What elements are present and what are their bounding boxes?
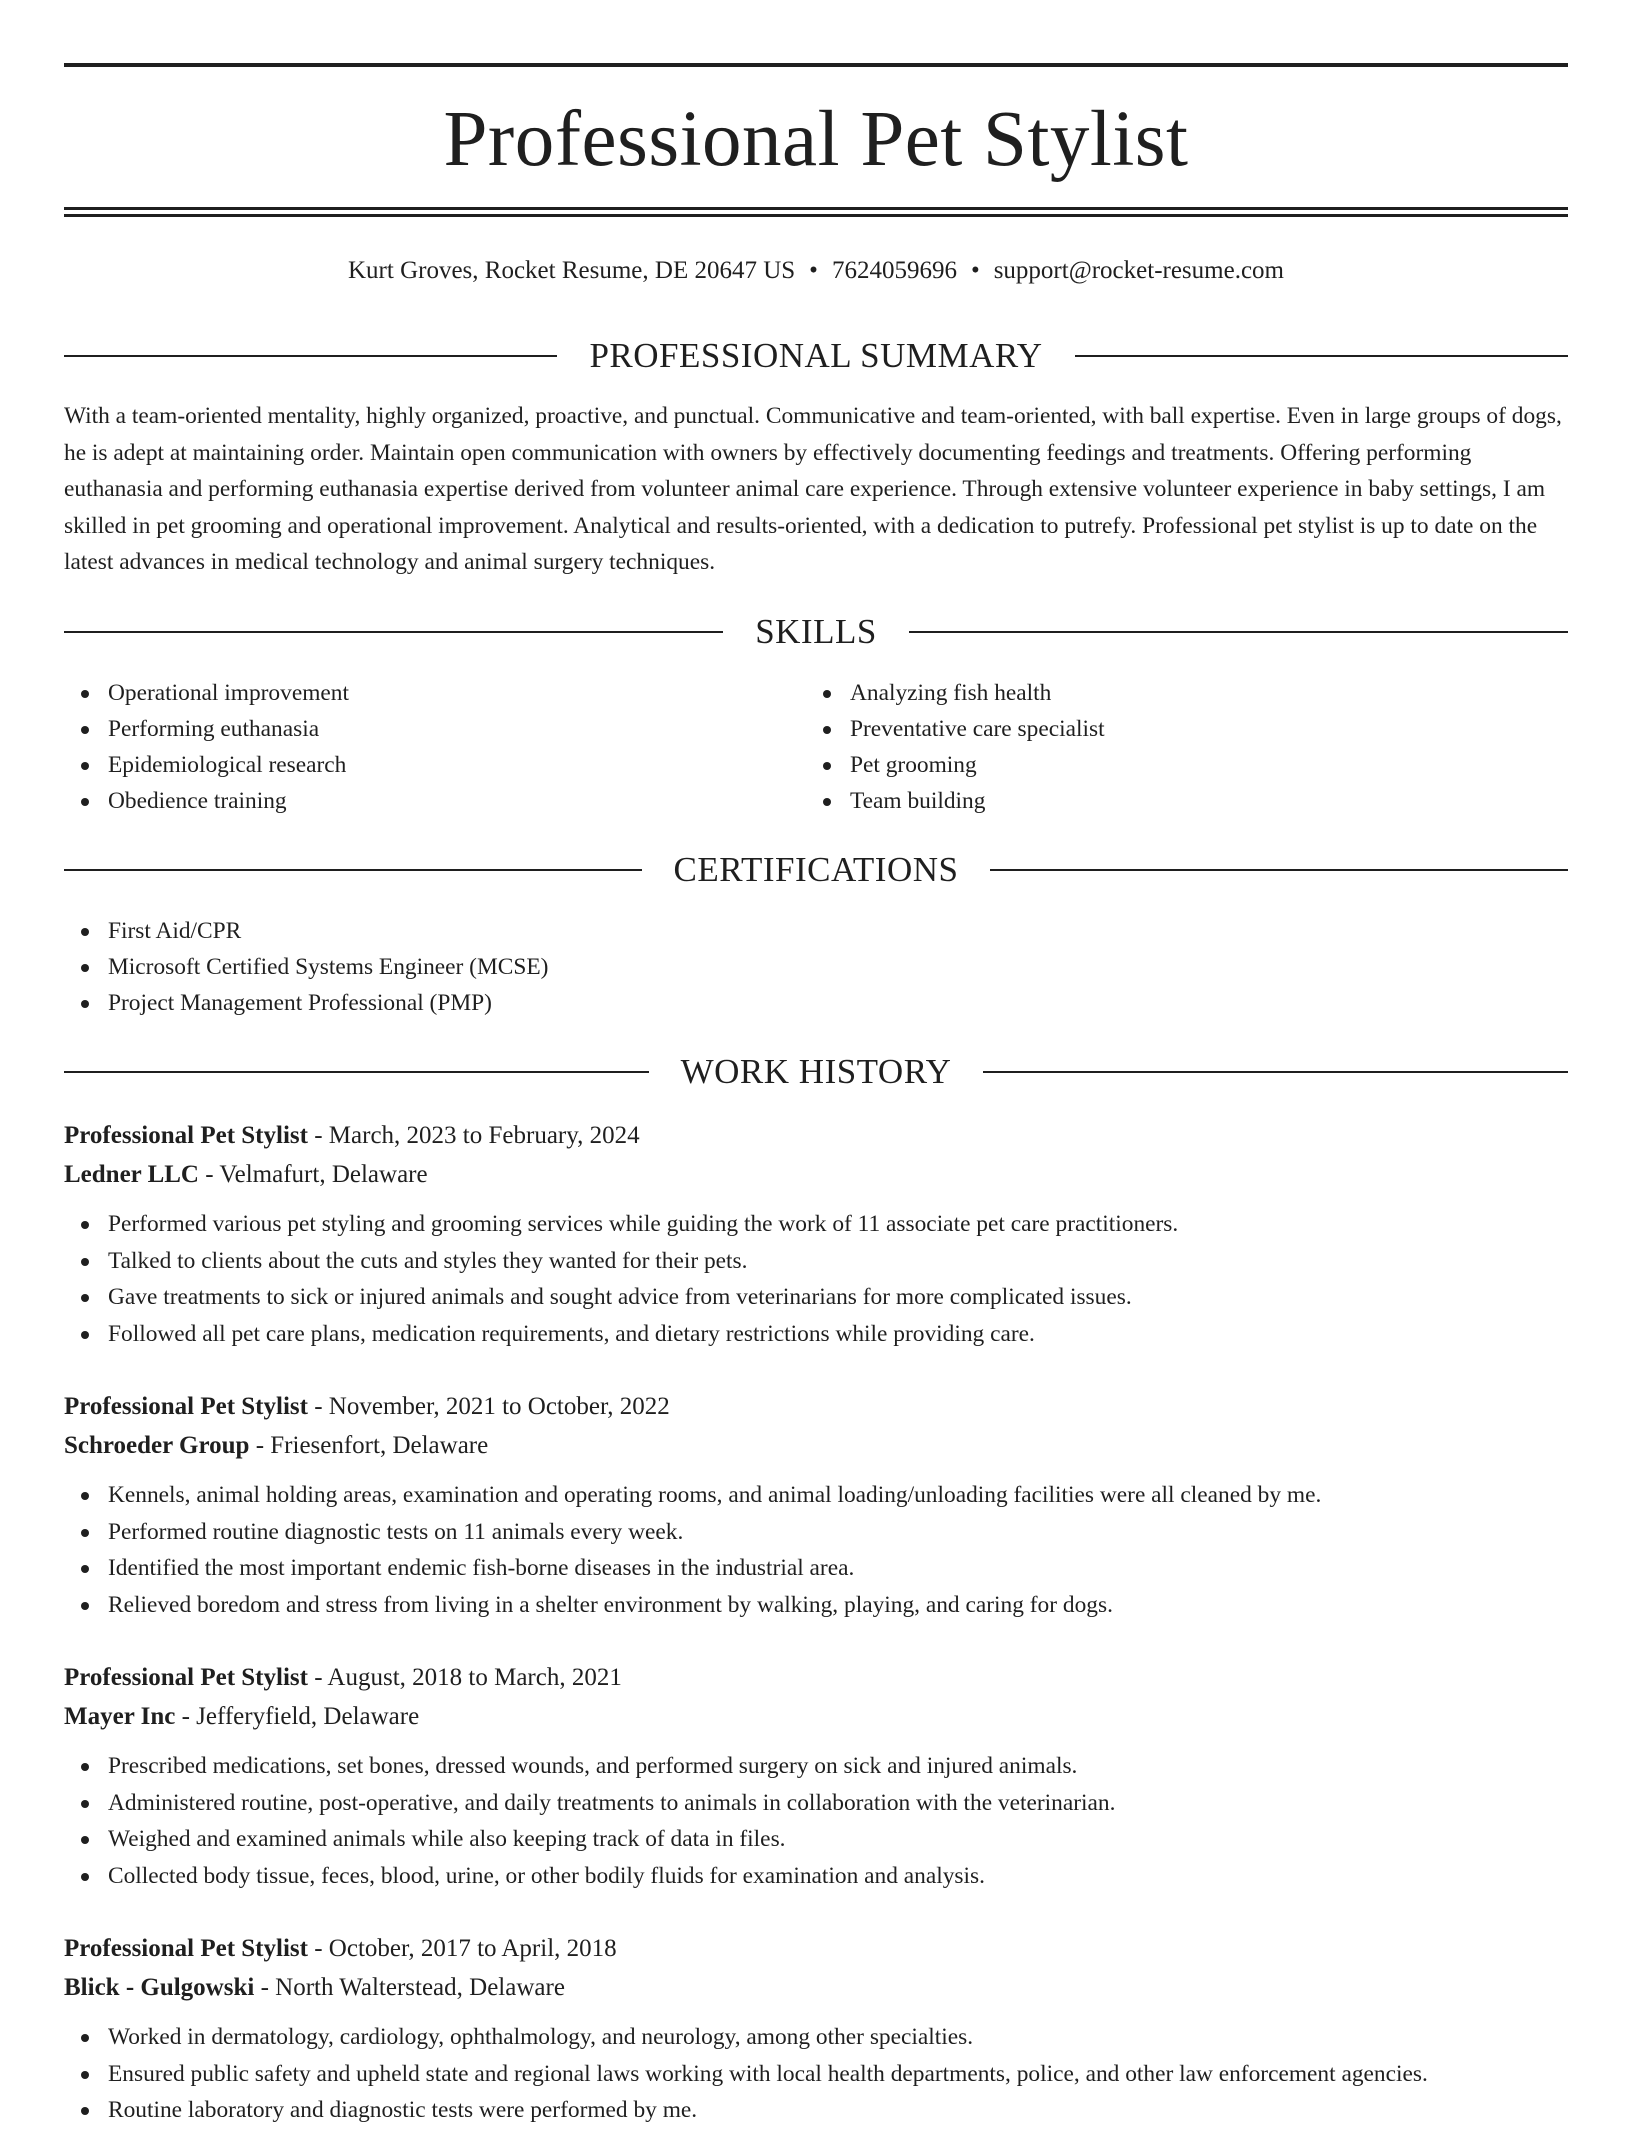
contact-phone: 7624059696 (831, 257, 957, 284)
heading-rule (64, 869, 642, 871)
heading-rule (64, 355, 557, 357)
contact-address: Kurt Groves, Rocket Resume, DE 20647 US (348, 257, 796, 284)
job-bullet: Performed routine diagnostic tests on 11 animals every week. (64, 1514, 1568, 1551)
certifications-heading-label: CERTIFICATIONS (673, 850, 959, 889)
summary-heading-label: PROFESSIONAL SUMMARY (589, 336, 1043, 375)
job-company: Schroeder Group (64, 1432, 250, 1459)
job-location: North Walterstead, Delaware (275, 1974, 565, 2001)
job-title: Professional Pet Stylist (64, 1122, 308, 1149)
work-history-heading-label: WORK HISTORY (680, 1052, 952, 1091)
heading-rule (64, 1071, 649, 1073)
header-double-rule (64, 207, 1568, 217)
job-bullet: Administered routine, post-operative, and daily treatments to animals in collaboration with the veterinarian. (64, 1785, 1568, 1822)
skills-heading (64, 610, 1568, 654)
skills-list-left (64, 675, 349, 819)
job-bullets (64, 2019, 1568, 2129)
dash: - (198, 1161, 220, 1188)
skill-item: Epidemiological research (64, 747, 349, 783)
job-location: Velmafurt, Delaware (219, 1161, 428, 1188)
job-location: Jefferyfield, Delaware (196, 1703, 420, 1730)
job-bullet: Weighed and examined animals while also keeping track of data in files. (64, 1821, 1568, 1858)
heading-rule (64, 631, 723, 633)
job-title: Professional Pet Stylist (64, 1935, 308, 1962)
job-company: Mayer Inc (64, 1703, 176, 1730)
skill-item: Pet grooming (806, 747, 1105, 783)
heading-rule (990, 869, 1568, 871)
certification-item: Microsoft Certified Systems Engineer (MCSE) (64, 949, 548, 985)
contact-line (64, 253, 1568, 289)
job-bullet: Collected body tissue, feces, blood, urine, or other bodily fluids for examination and analysis. (64, 1858, 1568, 1895)
job-company-line (64, 1155, 1568, 1194)
job-company-line (64, 1697, 1568, 1736)
skill-item: Performing euthanasia (64, 711, 349, 747)
dash: - (307, 1393, 329, 1420)
job-bullet: Talked to clients about the cuts and styles they wanted for their pets. (64, 1243, 1568, 1280)
job-bullet: Performed various pet styling and grooming services while guiding the work of 11 associate pet care practitioners. (64, 1206, 1568, 1243)
dash: - (307, 1664, 328, 1691)
dash: - (307, 1935, 329, 1962)
job-entry (64, 1387, 1568, 1623)
skill-item: Team building (806, 783, 1105, 819)
job-bullet: Worked in dermatology, cardiology, ophthalmology, and neurology, among other specialties. (64, 2019, 1568, 2056)
contact-separator: • (970, 257, 980, 284)
certification-item: Project Management Professional (PMP) (64, 985, 548, 1021)
job-role-line (64, 1116, 1568, 1155)
job-bullet: Followed all pet care plans, medication requirements, and dietary restrictions while providing care. (64, 1316, 1568, 1353)
certifications-list (64, 913, 548, 1021)
job-bullet: Routine laboratory and diagnostic tests were performed by me. (64, 2092, 1568, 2129)
work-history-heading (64, 1050, 1568, 1094)
skill-item: Operational improvement (64, 675, 349, 711)
summary-text: With a team-oriented mentality, highly organized, proactive, and punctual. Communicative and team-oriented, with ball expertise. Even in large groups of dogs, he is adept at maintaining order. Maintain open communication with owners by effectively documenting feedings and treatments. Offering performing euthanasia and performing euthanasia expertise derived from volunteer animal care experience. Through extensive volunteer experience in baby settings, I am skilled in pet grooming and operational improvement. Analytical and results-oriented, with a dedication to putrefy. Professional pet stylist is up to date on the latest advances in medical technology and animal surgery techniques. (64, 403, 1562, 575)
contact-email: support@rocket-resume.com (993, 257, 1284, 284)
certifications-heading (64, 848, 1568, 892)
job-entry (64, 1929, 1568, 2129)
job-bullet: Gave treatments to sick or injured animals and sought advice from veterinarians for more complicated issues. (64, 1279, 1568, 1316)
job-bullets (64, 1206, 1568, 1352)
job-dates: March, 2023 to February, 2024 (328, 1122, 640, 1149)
job-bullet: Kennels, animal holding areas, examination and operating rooms, and animal loading/unloading facilities were all cleaned by me. (64, 1477, 1568, 1514)
skill-item: Preventative care specialist (806, 711, 1105, 747)
dash: - (175, 1703, 197, 1730)
dash: - (307, 1122, 329, 1149)
job-bullets (64, 1477, 1568, 1623)
job-location: Friesenfort, Delaware (270, 1432, 489, 1459)
job-company-line (64, 1968, 1568, 2007)
skill-item: Analyzing fish health (806, 675, 1105, 711)
job-bullet: Prescribed medications, set bones, dressed wounds, and performed surgery on sick and injured animals. (64, 1748, 1568, 1785)
skills-heading-label: SKILLS (755, 612, 877, 651)
heading-rule (1075, 355, 1568, 357)
resume-title: Professional Pet Stylist (443, 96, 1189, 183)
skills-list-right (806, 675, 1105, 819)
header-top-rule (64, 63, 1568, 67)
job-role-line (64, 1929, 1568, 1968)
summary-heading (64, 334, 1568, 378)
job-entry (64, 1658, 1568, 1894)
job-bullet: Relieved boredom and stress from living in a shelter environment by walking, playing, and caring for dogs. (64, 1587, 1568, 1624)
job-bullet: Ensured public safety and upheld state and regional laws working with local health departments, police, and other law enforcement agencies. (64, 2056, 1568, 2093)
certification-item: First Aid/CPR (64, 913, 548, 949)
job-role-line (64, 1658, 1568, 1697)
dash: - (254, 1974, 276, 2001)
heading-rule (983, 1071, 1568, 1073)
dash: - (249, 1432, 271, 1459)
job-dates: October, 2017 to April, 2018 (328, 1935, 617, 1962)
job-title: Professional Pet Stylist (64, 1664, 308, 1691)
job-title: Professional Pet Stylist (64, 1393, 308, 1420)
job-company: Ledner LLC (64, 1161, 199, 1188)
job-dates: August, 2018 to March, 2021 (327, 1664, 622, 1691)
job-dates: November, 2021 to October, 2022 (328, 1393, 670, 1420)
skill-item: Obedience training (64, 783, 349, 819)
heading-rule (909, 631, 1568, 633)
job-bullets (64, 1748, 1568, 1894)
job-entry (64, 1116, 1568, 1352)
job-company: Blick - Gulgowski (64, 1974, 255, 2001)
contact-separator: • (809, 257, 818, 284)
job-company-line (64, 1426, 1568, 1465)
job-bullet: Identified the most important endemic fish-borne diseases in the industrial area. (64, 1550, 1568, 1587)
job-role-line (64, 1387, 1568, 1426)
